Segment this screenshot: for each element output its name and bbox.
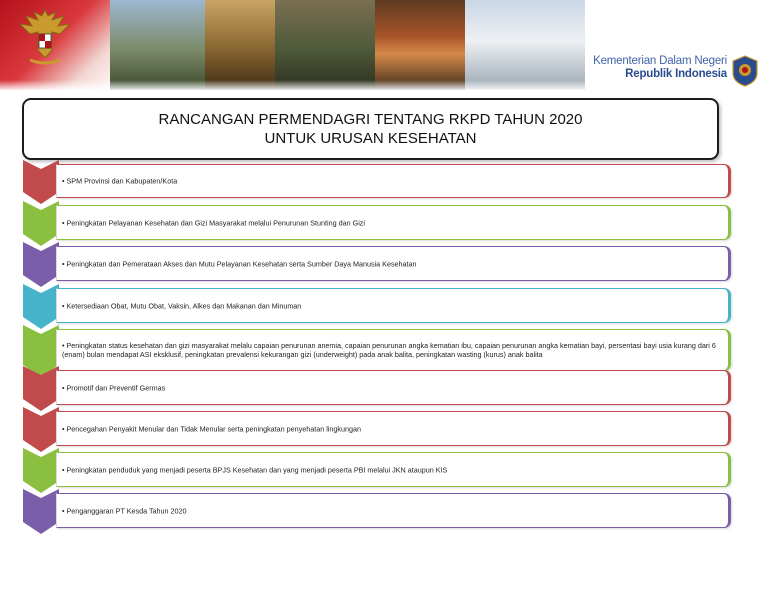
chevron-arrow-icon — [23, 366, 59, 411]
ministry-name-line2: Republik Indonesia — [625, 68, 727, 80]
list-item-text: • Promotif dan Preventif Germas — [62, 383, 166, 392]
landscape-photo — [110, 0, 205, 90]
list-item-text: • Peningkatan penduduk yang menjadi peserta BPJS Kesehatan dan yang menjadi peserta PBI melalui JKN ataupun KIS — [62, 465, 448, 474]
ministry-name-line1: Kementerian Dalam Negeri — [593, 55, 727, 67]
chevron-arrow-icon — [23, 448, 59, 493]
list-item — [0, 452, 766, 499]
forest-photo — [275, 0, 375, 90]
list-item-text: • Peningkatan Pelayanan Kesehatan dan Gizi Masyarakat melalui Penurunan Stunting dan Gizi — [62, 218, 365, 227]
garuda-emblem-icon — [12, 4, 78, 70]
list-item — [0, 370, 766, 417]
page-title-line1: RANCANGAN PERMENDAGRI TENTANG RKPD TAHUN 2020 — [158, 111, 583, 128]
list-item-box — [56, 493, 731, 528]
list-item-box — [56, 246, 731, 281]
page-title — [22, 98, 719, 160]
header-banner — [0, 0, 766, 90]
list-item-box — [56, 370, 731, 405]
list-item-box — [56, 205, 731, 240]
ministry-name — [592, 55, 727, 81]
list-item-text: • Ketersediaan Obat, Mutu Obat, Vaksin, Alkes dan Makanan dan Minuman — [62, 301, 302, 310]
list-item — [0, 493, 766, 540]
chevron-arrow-icon — [23, 489, 59, 534]
ministry-logo-icon — [732, 55, 758, 87]
list-item-box — [56, 411, 731, 446]
list-item — [0, 205, 766, 252]
chevron-arrow-icon — [23, 242, 59, 287]
list-item-text: • Peningkatan dan Pemerataan Akses dan Mutu Pelayanan Kesehatan serta Sumber Daya Manusia Kesehatan — [62, 259, 417, 268]
list-item — [0, 164, 766, 210]
chevron-arrow-icon — [23, 284, 59, 329]
temple-photo — [205, 0, 275, 90]
list-item-box — [56, 452, 731, 487]
chevron-arrow-icon — [23, 201, 59, 246]
list-item-text: • Pencegahan Penyakit Menular dan Tidak Menular serta peningkatan penyehatan lingkungan — [62, 424, 362, 433]
list-item-box — [56, 329, 731, 371]
list-item-text: • Peningkatan status kesehatan dan gizi masyarakat melalu capaian penurunan anemia, capaian penurunan angka kematian ibu, capaian penurunan angka kematian bayi, persentasi bayi usia kurang dari 6 (enam) bulan mendapat ASI eksklusif, peningkatan prevalensi kekurangan gizi (underweight) pada anak balita, peningkatan wasting (kurus) anak balita — [62, 341, 716, 359]
page-title-line2: UNTUK URUSAN KESEHATAN — [264, 130, 477, 147]
building-photo — [465, 0, 585, 90]
chevron-arrow-icon — [23, 407, 59, 452]
chevron-arrow-icon — [23, 160, 59, 204]
bird-photo — [375, 0, 465, 90]
list-item-text: • SPM Provinsi dan Kabupaten/Kota — [62, 176, 178, 186]
list-item-box — [56, 164, 731, 198]
list-item — [0, 411, 766, 458]
list-item — [0, 246, 766, 293]
banner-photo-strip — [0, 0, 585, 90]
list-item-text: • Penganggaran PT Kesda Tahun 2020 — [62, 506, 187, 515]
list-item — [0, 288, 766, 335]
list-item-box — [56, 288, 731, 323]
